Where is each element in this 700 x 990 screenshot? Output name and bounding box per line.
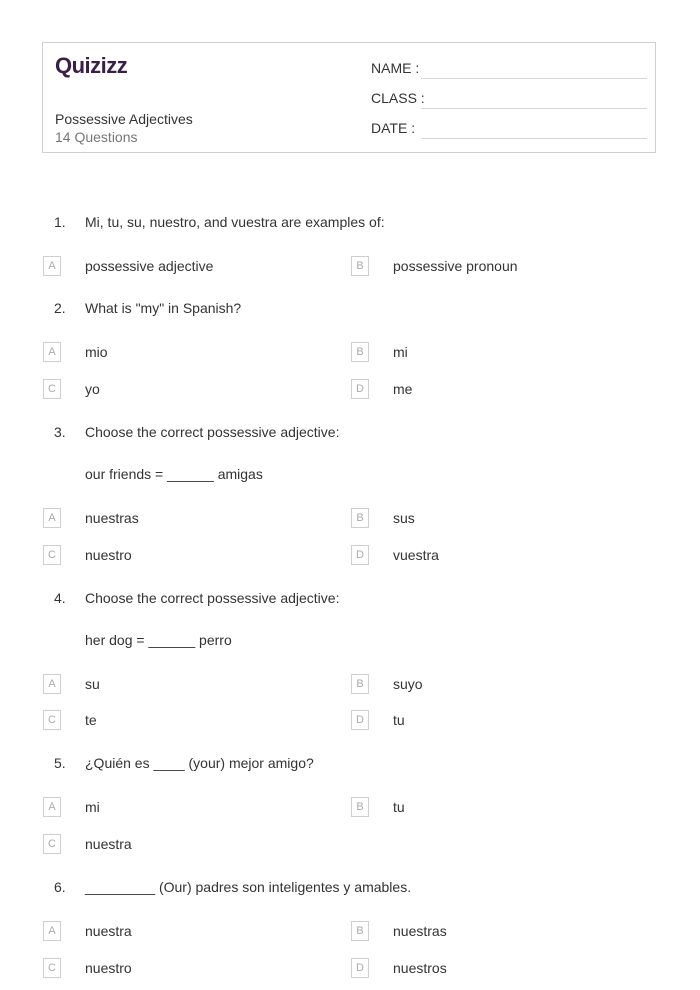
worksheet-header: [42, 42, 656, 153]
option-text: nuestra: [85, 923, 132, 939]
class-label: CLASS :: [371, 90, 425, 106]
option-letter: B: [351, 508, 369, 528]
option-letter: C: [43, 958, 61, 978]
option-text: tu: [393, 712, 405, 728]
question-text: Choose the correct possessive adjective:: [85, 590, 340, 606]
option-letter: D: [351, 545, 369, 565]
option-letter: C: [43, 710, 61, 730]
option-text: sus: [393, 510, 415, 526]
class-line[interactable]: [421, 108, 647, 109]
question-number: 6.: [54, 879, 66, 895]
question-5: [0, 755, 700, 775]
option-letter: A: [43, 508, 61, 528]
option-text: su: [85, 676, 100, 692]
question-number: 4.: [54, 590, 66, 606]
worksheet-title: Possessive Adjectives: [55, 111, 193, 127]
option-letter: B: [351, 256, 369, 276]
option-text: mi: [393, 344, 408, 360]
question-2: [0, 300, 700, 320]
name-field[interactable]: [371, 60, 647, 80]
option-letter: C: [43, 834, 61, 854]
question-text: What is "my" in Spanish?: [85, 300, 242, 316]
option-text: mio: [85, 344, 108, 360]
question-text: _________ (Our) padres son inteligentes y amables.: [85, 879, 412, 895]
date-field[interactable]: [371, 120, 647, 140]
option-letter: A: [43, 256, 61, 276]
question-number: 5.: [54, 755, 66, 771]
question-number: 2.: [54, 300, 66, 316]
question-subtext: her dog = ______ perro: [85, 632, 232, 648]
option-text: te: [85, 712, 97, 728]
name-line[interactable]: [421, 78, 647, 79]
question-count: 14 Questions: [55, 129, 138, 145]
option-letter: B: [351, 342, 369, 362]
question-text: Mi, tu, su, nuestro, and vuestra are examples of:: [85, 214, 385, 230]
option-letter: B: [351, 921, 369, 941]
option-text: nuestro: [85, 960, 132, 976]
option-text: nuestras: [393, 923, 447, 939]
option-letter: A: [43, 674, 61, 694]
option-letter: D: [351, 710, 369, 730]
option-text: yo: [85, 381, 100, 397]
option-letter: B: [351, 674, 369, 694]
option-letter: C: [43, 545, 61, 565]
option-text: tu: [393, 799, 405, 815]
option-text: nuestra: [85, 836, 132, 852]
question-number: 3.: [54, 424, 66, 440]
date-line[interactable]: [421, 138, 647, 139]
option-text: nuestros: [393, 960, 447, 976]
question-text: Choose the correct possessive adjective:: [85, 424, 340, 440]
option-letter: A: [43, 921, 61, 941]
option-letter: B: [351, 797, 369, 817]
option-text: possessive adjective: [85, 258, 214, 274]
question-4: [0, 590, 700, 610]
option-text: vuestra: [393, 547, 439, 563]
option-letter: C: [43, 379, 61, 399]
question-1: [0, 214, 700, 234]
option-text: me: [393, 381, 413, 397]
question-subtext: our friends = ______ amigas: [85, 466, 263, 482]
option-letter: A: [43, 797, 61, 817]
option-text: suyo: [393, 676, 423, 692]
option-text: mi: [85, 799, 100, 815]
option-text: nuestras: [85, 510, 139, 526]
option-letter: D: [351, 379, 369, 399]
option-text: possessive pronoun: [393, 258, 518, 274]
question-6: [0, 879, 700, 899]
name-label: NAME :: [371, 60, 420, 76]
class-field[interactable]: [371, 90, 647, 110]
option-text: nuestro: [85, 547, 132, 563]
question-text: ¿Quién es ____ (your) mejor amigo?: [85, 755, 314, 771]
question-number: 1.: [54, 214, 66, 230]
option-letter: A: [43, 342, 61, 362]
question-3: [0, 424, 700, 444]
date-label: DATE :: [371, 120, 416, 136]
option-letter: D: [351, 958, 369, 978]
quizizz-logo: Quizizz: [55, 53, 128, 78]
